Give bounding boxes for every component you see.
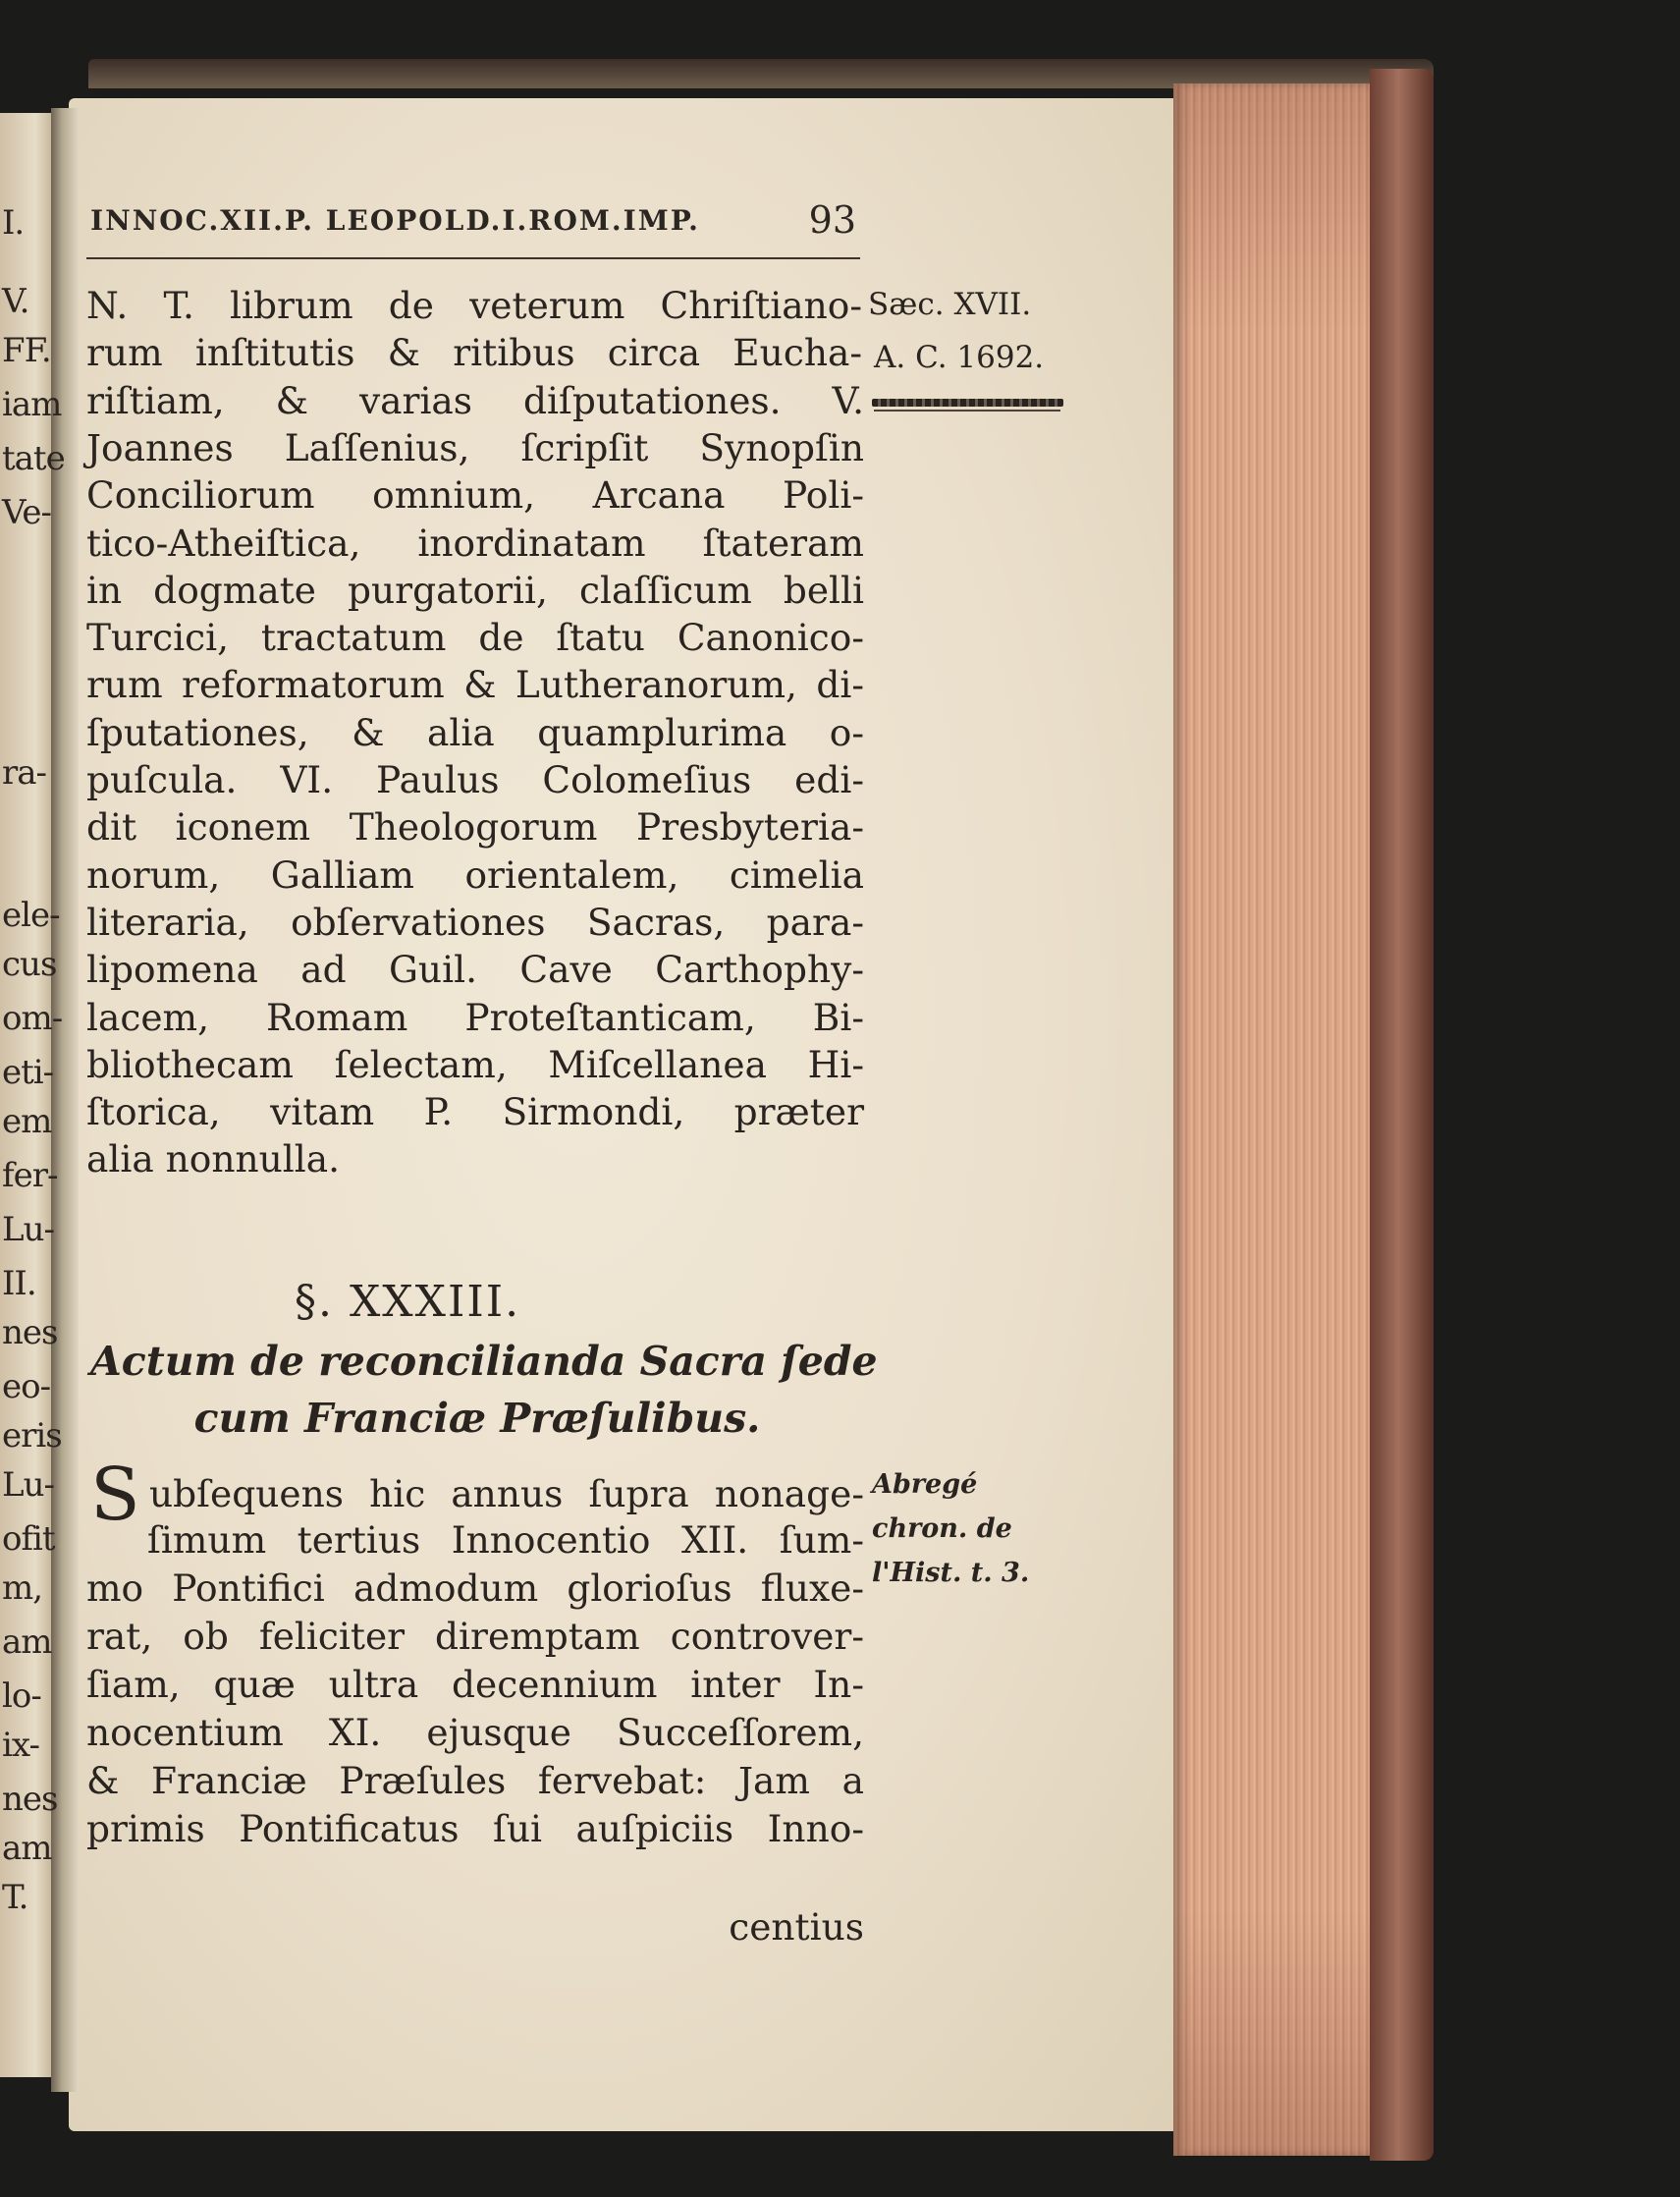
text-line: nocentium XI. ejusque Succeſſorem, — [86, 1711, 864, 1754]
left-fragment: em — [2, 1102, 52, 1141]
left-fragment: ofit — [2, 1519, 55, 1559]
text-line: lipomena ad Guil. Cave Carthophy- — [86, 948, 864, 992]
text-line: ſtorica, vitam P. Sirmondi, præter — [86, 1090, 864, 1134]
margin-ref-line2: chron. de — [872, 1513, 1012, 1544]
left-fragment: eo- — [2, 1367, 51, 1406]
text-line: Turcici, tractatum de ſtatu Canonico- — [86, 616, 864, 660]
section-number: §. XXXIII. — [295, 1277, 521, 1327]
text-line: riſtiam, & varias diſputationes. V. — [86, 378, 864, 422]
left-fragment: Ve- — [2, 493, 52, 532]
drop-cap: S — [90, 1453, 140, 1537]
text-line: mo Pontifici admodum glorioſus fluxe- — [86, 1566, 864, 1610]
left-fragment: eti- — [2, 1053, 54, 1092]
text-line: in dogmate purgatorii, claſſicum belli — [86, 568, 864, 612]
text-line: alia nonnulla. — [86, 1137, 341, 1181]
text-line: ſiam, quæ ultra decennium inter In- — [86, 1663, 864, 1706]
left-fragment: om- — [2, 999, 63, 1038]
running-head — [90, 198, 866, 242]
margin-ref-line1: Abregé — [872, 1469, 978, 1500]
left-fragment: eris — [2, 1416, 62, 1456]
text-line: N. T. librum de veterum Chriſtiano- — [86, 284, 862, 327]
left-fragment: m, — [2, 1568, 43, 1608]
left-fragment: tate — [2, 439, 65, 478]
left-fragment: Lu- — [2, 1210, 54, 1249]
left-fragment: ra- — [2, 753, 47, 793]
text-line: tico-Atheiſtica, inordinatam ſtateram — [86, 521, 864, 565]
left-fragment: iam — [2, 385, 62, 424]
paragraph-2-first-line: ubſequens hic annus ſupra nonage- — [149, 1472, 864, 1515]
text-line: dit iconem Theologorum Presbyteria- — [86, 805, 864, 850]
text-line: Conciliorum omnium, Arcana Poli- — [86, 473, 864, 518]
margin-ref-line3: l'Hist. t. 3. — [872, 1558, 1030, 1588]
text-line: literaria, obſervationes Sacras, para- — [86, 900, 864, 944]
fore-edge — [1173, 83, 1384, 2156]
text-line: norum, Galliam orientalem, cimelia — [86, 852, 864, 897]
left-fragment: Lu- — [2, 1465, 54, 1505]
header-rule — [86, 257, 860, 259]
text-line: bliothecam ſelectam, Miſcellanea Hi- — [86, 1042, 864, 1086]
left-fragment: T. — [2, 1878, 28, 1917]
text-line: rum inſtitutis & ritibus circa Eucha- — [86, 331, 862, 375]
margin-ornament-rule — [874, 410, 1060, 412]
text-line: rum reformatorum & Lutheranorum, di- — [86, 663, 864, 707]
left-fragment: nes — [2, 1780, 58, 1819]
left-fragment: am — [2, 1622, 52, 1662]
text-line: ſimum tertius Innocentio XII. ſum- — [147, 1518, 864, 1562]
text-line: puſcula. VI. Paulus Colomeſius edi- — [86, 758, 864, 801]
left-fragment: nes — [2, 1313, 58, 1352]
left-fragment: I. — [2, 203, 25, 243]
text-line: primis Pontificatus ſui auſpiciis Inno- — [86, 1807, 864, 1850]
page-number: 93 — [808, 198, 856, 242]
text-line: ſputationes, & alia quamplurima o- — [86, 710, 864, 754]
catchword: centius — [729, 1905, 864, 1949]
left-fragment: am — [2, 1829, 52, 1868]
running-head-title: INNOC.XII.P. LEOPOLD.I.ROM.IMP. — [90, 204, 700, 237]
section-title-line2: cum Franciæ Præſulibus. — [193, 1395, 761, 1442]
left-fragment: II. — [2, 1264, 36, 1303]
left-fragment: cus — [2, 945, 57, 984]
left-fragment: V. — [2, 282, 29, 321]
left-fragment: lo- — [2, 1676, 41, 1716]
margin-year: A. C. 1692. — [874, 340, 1045, 375]
section-title-line1: Actum de reconcilianda Sacra ſede — [90, 1338, 878, 1385]
text-line: & Franciæ Præſules fervebat: Jam a — [86, 1759, 864, 1802]
left-fragment: ix- — [2, 1726, 39, 1765]
text-line: Joannes Laſſenius, ſcripſit Synopſin — [86, 425, 864, 469]
book-cover — [1370, 69, 1434, 2161]
text-line: rat, ob feliciter diremptam controver- — [86, 1615, 864, 1658]
left-fragment: ele- — [2, 896, 60, 935]
margin-century: Sæc. XVII. — [868, 287, 1032, 322]
margin-ornament — [872, 399, 1063, 407]
left-fragment: fer- — [2, 1156, 58, 1195]
text-line: lacem, Romam Proteſtanticam, Bi- — [86, 995, 864, 1039]
left-fragment: FF. — [2, 331, 51, 370]
